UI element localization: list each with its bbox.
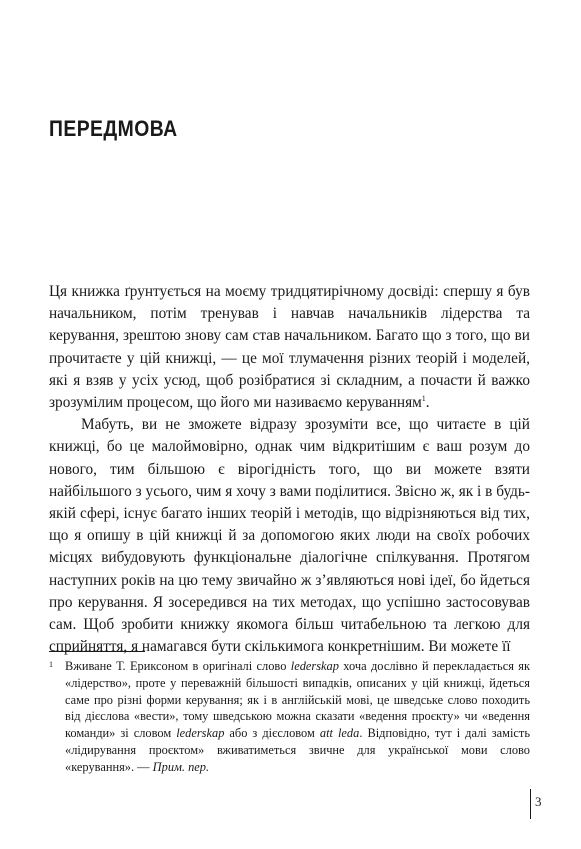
- footnote-italic-term: att leda: [319, 726, 360, 741]
- footnote-text-part: хоча дослівно й перекладається як «лідерство», проте у переважній більшості випадків, описаних у цій книжці, йдеться саме про різні форми керування; як і в англійській мові, це шведське слово походить від дієслова «вести», тому шведською можна сказати «ведення проєкту» чи «ведення команди» зі словом: [65, 659, 530, 741]
- body-text: [49, 281, 530, 658]
- page-number: 3: [535, 794, 542, 809]
- footnote-text-part: . Відповідно, тут і далі замість «лідирування проєктом» вживатиметься звичне для української мови слово «керування». —: [65, 726, 530, 774]
- page-number-rule: [530, 789, 531, 819]
- footnote-text: [65, 658, 530, 776]
- footnote-italic-term: lederskap: [290, 659, 339, 673]
- chapter-heading: ПЕРЕДМОВА: [49, 116, 178, 141]
- footnote: [49, 658, 530, 776]
- paragraph-1: [49, 281, 530, 414]
- footnote-divider: [49, 651, 145, 652]
- paragraph-1-text: Ця книжка ґрунтується на моєму тридцятирічному досвіді: спершу я був начальником, потім тренував і навчав начальників лідерства та керування, зрештою знову сам став начальником. Багато що з того, що ви прочитаєте у цій книжці, — це мої тлумачення різних теорій і моделей, які я взяв у усіх усюд, щоб розібратися зі складним, а почасти й важко зрозумілим процесом, що його ми називаємо керуванням: [49, 283, 530, 412]
- footnote-italic-term: lederskap: [176, 726, 225, 741]
- paragraph-2: Мабуть, ви не зможете відразу зрозуміти все, що читаєте в цій книжці, бо це малоймовірно, однак чим відкритішим є ваш розум до нового, тим більшою є вірогідність того, що ви можете взяти найбільшого з усього, чим я хочу з вами поділитися. Звісно ж, як і в будь-якій сфері, існує багато інших теорій і методів, що відрізняються від тих, що я опишу в цій книжці й за допомогою яких люди на своїх робочих місцях вибудовують функціональне діалогічне спілкування. Протягом наступних років на цю тему звичайно ж з’являються нові ідеї, бо йдеться про керування. Я зосередився на тих методах, що успішно застосовував сам. Щоб зробити книжку якомога більш читабельною та легкою для сприйняття, я намагався бути скількимога конкретнішим. Ви можете її: [49, 416, 530, 656]
- footnote-text-part: або з дієсловом: [224, 726, 320, 741]
- footnote-reference: 1: [421, 393, 426, 403]
- paragraph-1-end: .: [425, 394, 430, 412]
- footnote-text-part: Вживане Т. Ериксоном в оригіналі слово: [65, 659, 291, 673]
- translator-note: Прим. пер.: [152, 759, 210, 774]
- footnote-number: 1: [49, 660, 53, 669]
